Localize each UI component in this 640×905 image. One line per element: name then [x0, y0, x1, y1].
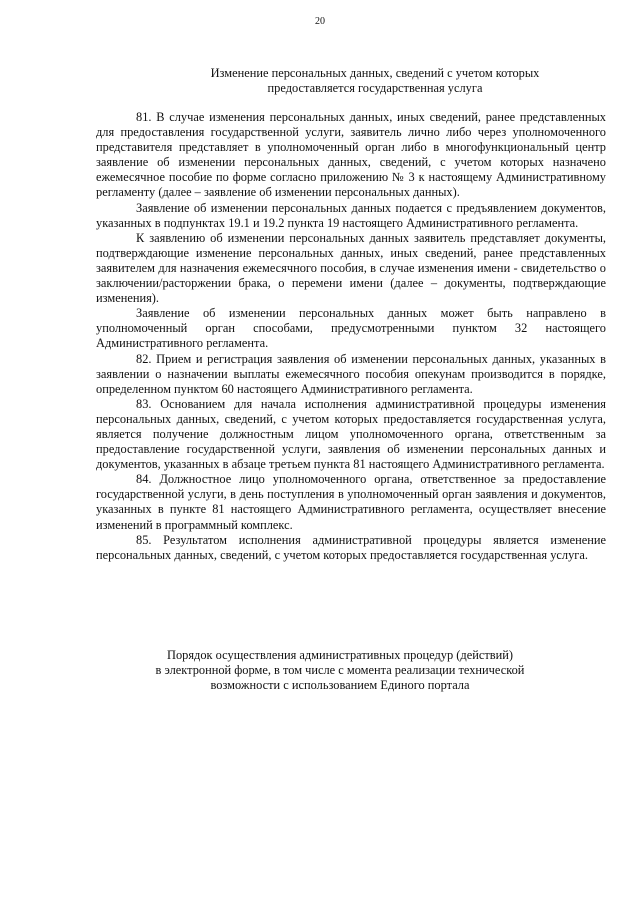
paragraph-85: 85. Результатом исполнения административной процедуры является изменение персональных данных, сведений, с учетом которых предоставляется государственная услуга.: [96, 532, 606, 562]
paragraph-84: 84. Должностное лицо уполномоченного органа, ответственное за предоставление государственной услуги, в день поступления в уполномоченный орган заявления и документов, указанных в пункте 81 настоящего Административного регламента, осуществляет внесение изменений в программный комплекс.: [96, 472, 606, 532]
subsection-heading-line: в электронной форме, в том числе с момента реализации технической: [155, 663, 525, 677]
paragraph: Заявление об изменении персональных данных подается с предъявлением документов, указанных в подпунктах 19.1 и 19.2 пункта 19 настоящего Административного регламента.: [96, 200, 606, 230]
subsection-heading-line: возможности с использованием Единого портала: [210, 678, 470, 692]
paragraph-83: 83. Основанием для начала исполнения административной процедуры изменения персональных данных, сведений, с учетом которых предоставляется государственная услуга, является получение должностным лицом уполномоченного органа, ответственным за предоставление государственной услуги, заявления об изменении персональных данных и документов, указанных в абзаце третьем пункта 81 настоящего Административного регламента.: [96, 396, 606, 472]
section-heading-line: Изменение персональных данных, сведений с учетом которых: [210, 66, 540, 80]
page-number: 20: [315, 16, 325, 27]
paragraph: Заявление об изменении персональных данных может быть направлено в уполномоченный орган способами, предусмотренными пунктом 32 настоящего Административного регламента.: [96, 306, 606, 351]
subsection-heading-line: Порядок осуществления административных процедур (действий): [167, 648, 513, 662]
paragraph-82: 82. Прием и регистрация заявления об изменении персональных данных, указанных в заявлении о назначении выплаты ежемесячного пособия опекунам производится в порядке, определенном пунктом 60 настоящего Административного регламента.: [96, 351, 606, 396]
section-heading-line: предоставляется государственная услуга: [267, 81, 483, 95]
section-heading: [0, 66, 640, 96]
paragraph-81: 81. В случае изменения персональных данных, иных сведений, ранее представленных для предоставления государственной услуги, заявитель лично либо через уполномоченного представителя представляет в уполномоченный орган либо в многофункциональный центр заявление об изменении персональных данных, сведений, с учетом которых назначено ежемесячное пособие по форме согласно приложению № 3 к настоящему Административному регламенту (далее – заявление об изменении персональных данных).: [96, 110, 606, 200]
subsection-heading: [0, 648, 640, 693]
document-body: [96, 110, 606, 563]
paragraph: К заявлению об изменении персональных данных заявитель представляет документы, подтверждающие изменение персональных данных, иных сведений, ранее представленных заявителем для назначения ежемесячного пособия, в случае изменения имени - свидетельство о заключении/расторжении брака, о перемени имени (далее – документы, подтверждающие изменения).: [96, 230, 606, 306]
